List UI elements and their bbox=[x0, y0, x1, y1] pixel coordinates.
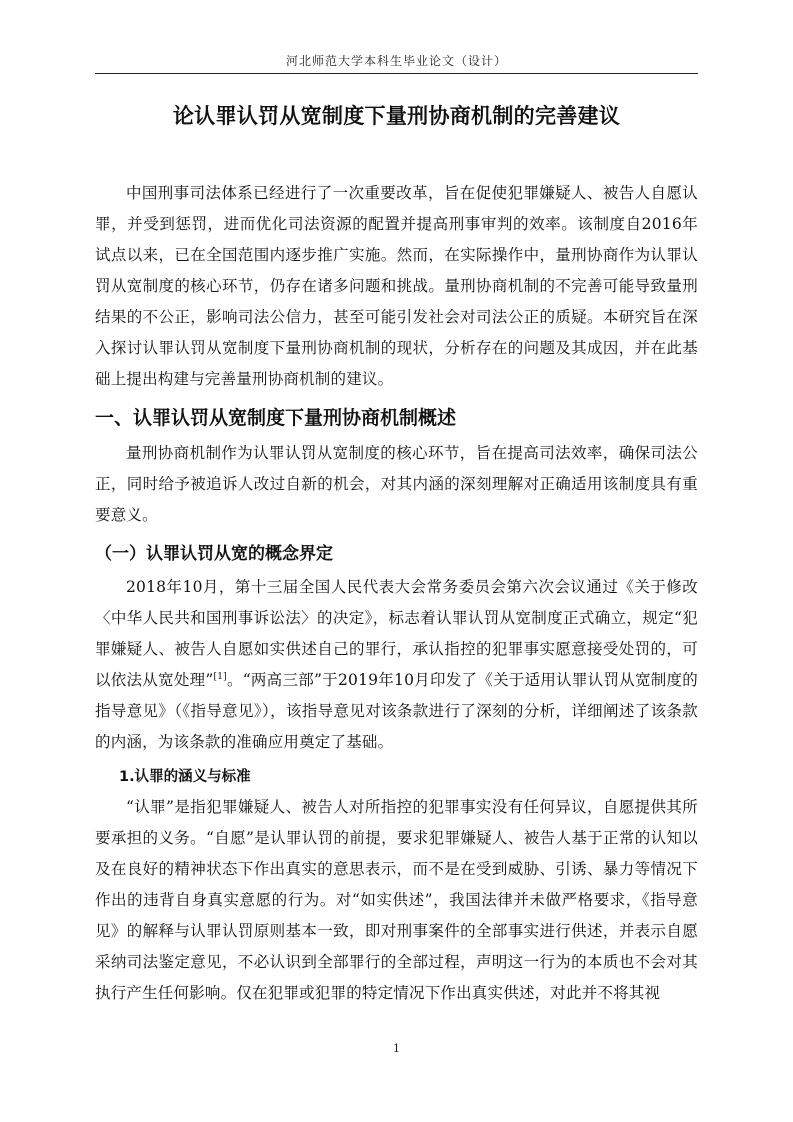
page-number: 1 bbox=[393, 1042, 400, 1055]
header-divider bbox=[95, 73, 698, 74]
section-paragraph: 量刑协商机制作为认罪认罚从宽制度的核心环节，旨在提高司法效率，确保司法公正，同时给予被追诉人改过自新的机会，对其内涵的深刻理解对正确适用该制度具有重要意义。 bbox=[95, 444, 698, 524]
citation-mark: [1] bbox=[213, 671, 227, 682]
document-title: 论认罪认罚从宽制度下量刑协商机制的完善建议 bbox=[172, 104, 621, 128]
subsection-text-part2: 。“两高三部”于2019年10月印发了《关于适用认罪认罚从宽制度的指导意见》（《指导意见》），该指导意见对该条款进行了深刻的分析，详细阐述了该条款的内涵，为该条款的准确应用奠定了基础。 bbox=[95, 671, 698, 751]
intro-paragraph: 中国刑事司法体系已经进行了一次重要改革，旨在促使犯罪嫌疑人、被告人自愿认罪，并受到惩罚，进而优化司法资源的配置并提高刑事审判的效率。该制度自2016年试点以来，已在全国范围内逐步推广实施。然而，在实际操作中，量刑协商作为认罪认罚从宽制度的核心环节，仍存在诸多问题和挑战。量刑协商机制的不完善可能导致量刑结果的不公正，影响司法公信力，甚至可能引发社会对司法公正的质疑。本研究旨在深入探讨认罪认罚从宽制度下量刑协商机制的现状，分析存在的问题及其成因，并在此基础上提出构建与完善量刑协商机制的建议。 bbox=[95, 184, 698, 388]
subsection-text-part1: 2018年10月，第十三届全国人民代表大会常务委员会第六次会议通过《关于修改〈中华人民共和国刑事诉讼法〉的决定》，标志着认罪认罚从宽制度正式确立，规定“犯罪嫌疑人、被告人自愿如实供述自己的罪行，承认指控的犯罪事实愿意接受处罚的，可以依法从宽处理” bbox=[95, 578, 698, 689]
point-paragraph: “认罪”是指犯罪嫌疑人、被告人对所指控的犯罪事实没有任何异议，自愿提供其所要承担的义务。“自愿”是认罪认罚的前提，要求犯罪嫌疑人、被告人基于正常的认知以及在良好的精神状态下作出真实的意思表示，而不是在受到威胁、引诱、暴力等情况下作出的违背自身真实意愿的行为。对“如实供述”，我国法律并未做严格要求，《指导意见》的解释与认罪认罚原则基本一致，即对刑事案件的全部事实进行供述，并表示自愿采纳司法鉴定意见，不必认识到全部罪行的全部过程，声明这一行为的本质也不会对其执行产生任何影响。仅在犯罪或犯罪的特定情况下作出真实供述，对此并不将其视 bbox=[95, 798, 698, 1002]
point-heading: 1.认罪的涵义与标准 bbox=[119, 769, 251, 785]
subsection-paragraph bbox=[95, 572, 698, 758]
subsection-heading: （一）认罪认罚从宽的概念界定 bbox=[95, 544, 333, 564]
running-header: 河北师范大学本科生毕业论文（设计） bbox=[285, 54, 507, 68]
section-heading: 一、认罪认罚从宽制度下量刑协商机制概述 bbox=[95, 407, 457, 429]
